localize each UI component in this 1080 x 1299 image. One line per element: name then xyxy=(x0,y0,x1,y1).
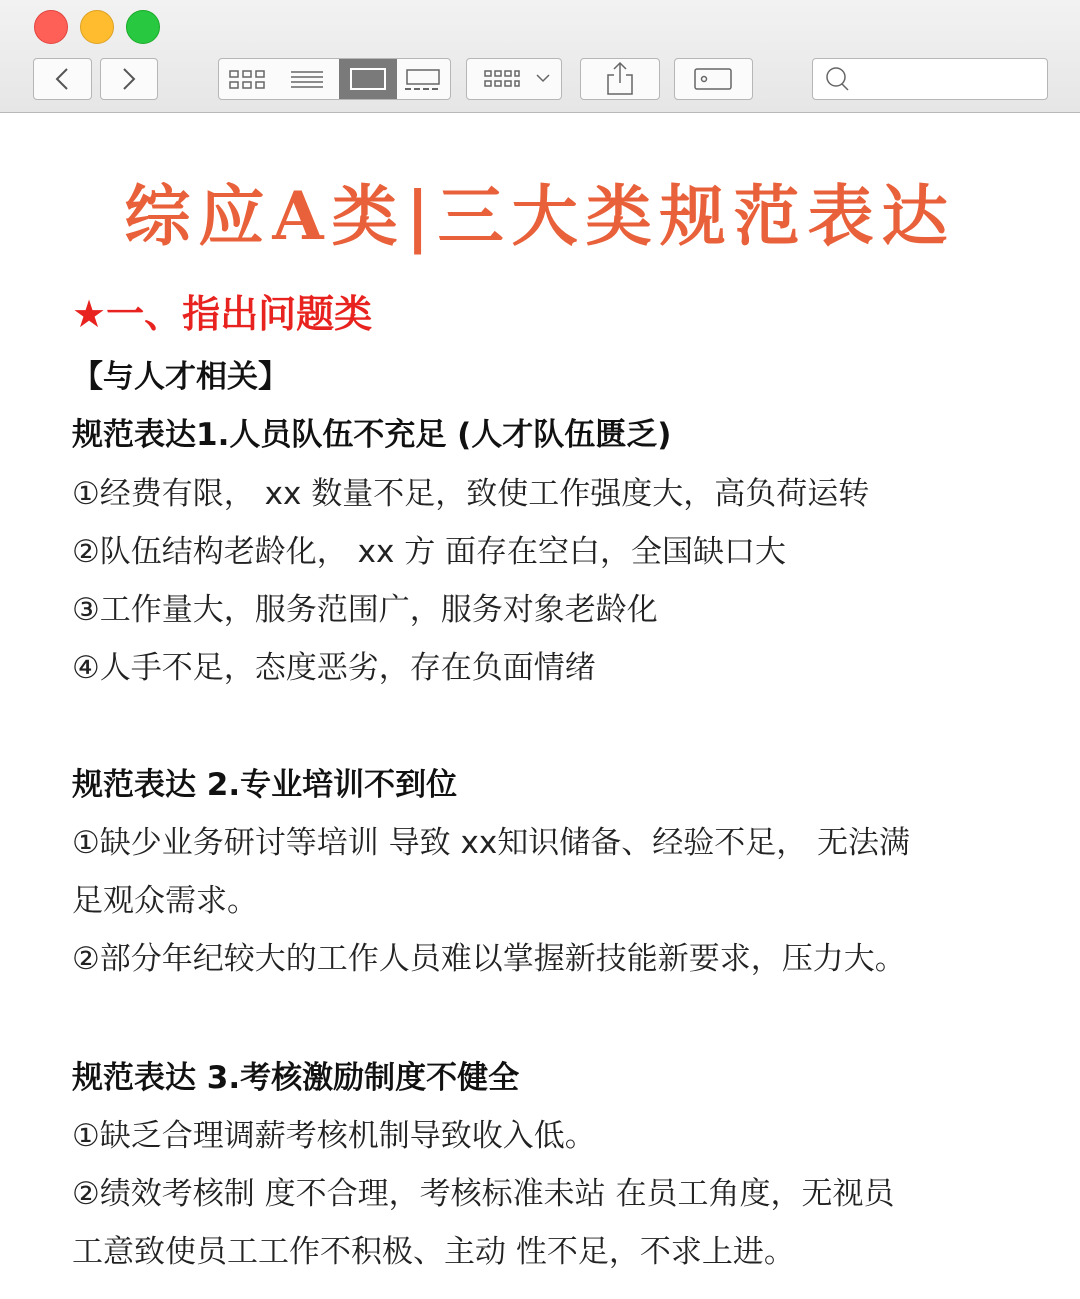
search-field[interactable] xyxy=(812,58,1048,100)
grid-view-icon xyxy=(219,59,277,99)
group-dropdown-icon xyxy=(467,59,561,99)
list-item: ③工作量大，服务范围广，服务对象老龄化 xyxy=(72,592,658,628)
chevron-right-icon xyxy=(101,59,157,99)
list-item: ②绩效考核制 度不合理，考核标准未站 在员工角度，无视员 xyxy=(72,1176,895,1212)
search-icon xyxy=(813,59,853,99)
heading-assessment: 规范表达 3.考核激励制度不健全 xyxy=(72,1060,520,1096)
chevron-left-icon xyxy=(34,59,91,99)
zoom-window-button[interactable] xyxy=(126,10,160,44)
list-item: ④人手不足，态度恶劣，存在负面情绪 xyxy=(72,650,596,686)
subsection-heading: 【与人才相关】 xyxy=(72,359,289,395)
gallery-view-button[interactable] xyxy=(397,59,451,99)
list-item: ②部分年纪较大的工作人员难以掌握新技能新要求，压力大。 xyxy=(72,941,906,977)
forward-button[interactable] xyxy=(100,58,158,100)
page-title: 综应A类|三大类规范表达 xyxy=(124,177,956,255)
grid-view-button[interactable] xyxy=(219,59,277,99)
list-view-button[interactable] xyxy=(277,59,335,99)
list-item: ①缺少业务研讨等培训 导致 xx知识储备、经验不足， 无法满 xyxy=(72,825,911,861)
toolbar xyxy=(0,0,1080,113)
single-view-icon xyxy=(339,59,397,99)
gallery-view-icon xyxy=(397,59,451,99)
list-view-icon xyxy=(277,59,335,99)
back-button[interactable] xyxy=(33,58,92,100)
list-item: ①缺乏合理调薪考核机制导致收入低。 xyxy=(72,1118,596,1154)
list-item: ②队伍结构老龄化， xx 方 面存在空白，全国缺口大 xyxy=(72,534,787,570)
list-item: 工意致使员工工作不积极、主动 性不足，不求上进。 xyxy=(72,1234,795,1270)
list-item: 足观众需求。 xyxy=(72,883,258,919)
minimize-window-button[interactable] xyxy=(80,10,114,44)
group-dropdown-button[interactable] xyxy=(466,58,562,100)
heading-training: 规范表达 2.专业培训不到位 xyxy=(72,767,458,803)
share-button[interactable] xyxy=(580,58,660,100)
share-icon xyxy=(581,59,659,99)
close-window-button[interactable] xyxy=(34,10,68,44)
document-page xyxy=(0,113,1080,1299)
view-mode-segmented-control xyxy=(218,58,451,100)
list-item: ①经费有限， xx 数量不足，致使工作强度大，高负荷运转 xyxy=(72,476,870,512)
tag-button[interactable] xyxy=(674,58,753,100)
section-heading: ★一、指出问题类 xyxy=(72,292,373,336)
single-view-button[interactable] xyxy=(339,59,397,99)
heading-talent-shortage: 规范表达1.人员队伍不充足 (人才队伍匮乏) xyxy=(72,417,672,453)
tag-icon xyxy=(675,59,752,99)
